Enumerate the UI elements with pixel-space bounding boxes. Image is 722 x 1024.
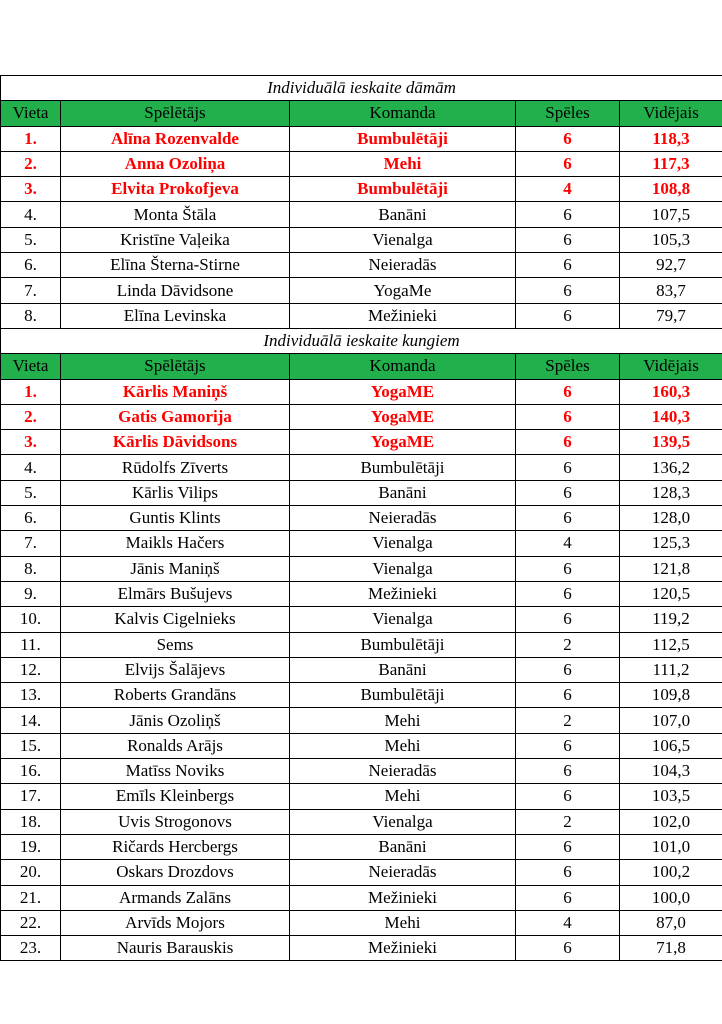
section-title: Individuālā ieskaite dāmām	[1, 76, 722, 101]
cell-place: 2.	[1, 151, 61, 176]
table-row	[1, 834, 722, 859]
cell-player: Kristīne Vaļeika	[61, 227, 290, 252]
cell-games: 6	[516, 784, 620, 809]
column-header-row	[1, 354, 722, 379]
cell-average: 128,3	[620, 480, 722, 505]
cell-average: 125,3	[620, 531, 722, 556]
cell-team: Mežinieki	[290, 885, 516, 910]
cell-games: 6	[516, 607, 620, 632]
cell-team: YogaMe	[290, 278, 516, 303]
cell-player: Elīna Šterna-Stirne	[61, 253, 290, 278]
cell-team: Mehi	[290, 784, 516, 809]
cell-player: Maikls Hačers	[61, 531, 290, 556]
table-row	[1, 177, 722, 202]
cell-place: 10.	[1, 607, 61, 632]
cell-player: Elvita Prokofjeva	[61, 177, 290, 202]
cell-average: 117,3	[620, 151, 722, 176]
cell-games: 6	[516, 379, 620, 404]
cell-team: YogaME	[290, 379, 516, 404]
cell-average: 92,7	[620, 253, 722, 278]
cell-player: Anna Ozoliņa	[61, 151, 290, 176]
results-table	[0, 75, 722, 961]
header-team: Komanda	[290, 354, 516, 379]
cell-games: 6	[516, 834, 620, 859]
cell-average: 105,3	[620, 227, 722, 252]
cell-games: 6	[516, 202, 620, 227]
cell-average: 128,0	[620, 506, 722, 531]
cell-place: 3.	[1, 430, 61, 455]
cell-games: 6	[516, 430, 620, 455]
cell-team: Banāni	[290, 202, 516, 227]
cell-place: 17.	[1, 784, 61, 809]
cell-average: 139,5	[620, 430, 722, 455]
table-row	[1, 581, 722, 606]
table-row	[1, 278, 722, 303]
cell-place: 22.	[1, 910, 61, 935]
cell-average: 121,8	[620, 556, 722, 581]
cell-average: 71,8	[620, 936, 722, 961]
table-row	[1, 480, 722, 505]
cell-team: Bumbulētāji	[290, 683, 516, 708]
cell-team: Mežinieki	[290, 581, 516, 606]
cell-team: Vienalga	[290, 556, 516, 581]
cell-team: Vienalga	[290, 531, 516, 556]
cell-player: Jānis Maniņš	[61, 556, 290, 581]
header-team: Komanda	[290, 101, 516, 126]
cell-place: 2.	[1, 404, 61, 429]
cell-team: Mežinieki	[290, 303, 516, 328]
cell-player: Ronalds Arājs	[61, 733, 290, 758]
cell-player: Roberts Grandāns	[61, 683, 290, 708]
cell-place: 15.	[1, 733, 61, 758]
cell-average: 102,0	[620, 809, 722, 834]
cell-player: Sems	[61, 632, 290, 657]
header-place: Vieta	[1, 101, 61, 126]
cell-place: 23.	[1, 936, 61, 961]
table-row	[1, 759, 722, 784]
cell-player: Gatis Gamorija	[61, 404, 290, 429]
cell-player: Armands Zalāns	[61, 885, 290, 910]
cell-games: 2	[516, 632, 620, 657]
cell-place: 11.	[1, 632, 61, 657]
table-row	[1, 303, 722, 328]
cell-team: Bumbulētāji	[290, 126, 516, 151]
cell-place: 5.	[1, 480, 61, 505]
cell-games: 2	[516, 809, 620, 834]
section-title-row	[1, 76, 722, 101]
cell-place: 21.	[1, 885, 61, 910]
cell-place: 5.	[1, 227, 61, 252]
table-row	[1, 809, 722, 834]
cell-player: Kārlis Dāvidsons	[61, 430, 290, 455]
cell-team: Vienalga	[290, 809, 516, 834]
cell-games: 6	[516, 126, 620, 151]
cell-games: 6	[516, 759, 620, 784]
table-row	[1, 151, 722, 176]
cell-team: Vienalga	[290, 607, 516, 632]
table-row	[1, 860, 722, 885]
cell-team: Mehi	[290, 733, 516, 758]
cell-average: 106,5	[620, 733, 722, 758]
cell-average: 104,3	[620, 759, 722, 784]
cell-player: Matīss Noviks	[61, 759, 290, 784]
cell-place: 13.	[1, 683, 61, 708]
table-row	[1, 506, 722, 531]
table-row	[1, 936, 722, 961]
cell-average: 119,2	[620, 607, 722, 632]
table-row	[1, 455, 722, 480]
cell-team: Vienalga	[290, 227, 516, 252]
table-row	[1, 708, 722, 733]
cell-place: 6.	[1, 506, 61, 531]
cell-average: 107,5	[620, 202, 722, 227]
cell-team: Banāni	[290, 657, 516, 682]
cell-place: 7.	[1, 278, 61, 303]
cell-player: Nauris Barauskis	[61, 936, 290, 961]
section-title-row	[1, 328, 722, 353]
cell-games: 6	[516, 657, 620, 682]
cell-games: 6	[516, 480, 620, 505]
cell-games: 6	[516, 455, 620, 480]
cell-games: 6	[516, 936, 620, 961]
cell-team: Mehi	[290, 708, 516, 733]
cell-average: 108,8	[620, 177, 722, 202]
cell-place: 8.	[1, 303, 61, 328]
cell-team: Neieradās	[290, 759, 516, 784]
table-row	[1, 556, 722, 581]
cell-average: 112,5	[620, 632, 722, 657]
cell-games: 2	[516, 708, 620, 733]
table-row	[1, 253, 722, 278]
cell-team: Neieradās	[290, 253, 516, 278]
cell-average: 87,0	[620, 910, 722, 935]
section-title: Individuālā ieskaite kungiem	[1, 328, 722, 353]
cell-player: Linda Dāvidsone	[61, 278, 290, 303]
cell-average: 100,2	[620, 860, 722, 885]
cell-games: 6	[516, 860, 620, 885]
cell-player: Emīls Kleinbergs	[61, 784, 290, 809]
cell-average: 103,5	[620, 784, 722, 809]
cell-games: 6	[516, 278, 620, 303]
table-row	[1, 404, 722, 429]
cell-games: 6	[516, 404, 620, 429]
cell-games: 6	[516, 885, 620, 910]
cell-games: 4	[516, 910, 620, 935]
cell-games: 6	[516, 556, 620, 581]
cell-average: 79,7	[620, 303, 722, 328]
cell-player: Elvijs Šalājevs	[61, 657, 290, 682]
table-row	[1, 733, 722, 758]
header-average: Vidējais	[620, 354, 722, 379]
cell-team: Banāni	[290, 480, 516, 505]
cell-player: Monta Štāla	[61, 202, 290, 227]
cell-place: 1.	[1, 379, 61, 404]
cell-average: 118,3	[620, 126, 722, 151]
cell-team: YogaME	[290, 404, 516, 429]
cell-games: 6	[516, 581, 620, 606]
header-player: Spēlētājs	[61, 354, 290, 379]
cell-games: 6	[516, 253, 620, 278]
cell-team: Bumbulētāji	[290, 632, 516, 657]
header-games: Spēles	[516, 354, 620, 379]
cell-average: 100,0	[620, 885, 722, 910]
cell-games: 4	[516, 531, 620, 556]
cell-place: 4.	[1, 202, 61, 227]
table-row	[1, 430, 722, 455]
table-row	[1, 531, 722, 556]
cell-place: 19.	[1, 834, 61, 859]
cell-average: 107,0	[620, 708, 722, 733]
header-games: Spēles	[516, 101, 620, 126]
cell-player: Oskars Drozdovs	[61, 860, 290, 885]
cell-games: 6	[516, 227, 620, 252]
cell-place: 3.	[1, 177, 61, 202]
cell-team: Neieradās	[290, 860, 516, 885]
header-place: Vieta	[1, 354, 61, 379]
cell-average: 83,7	[620, 278, 722, 303]
cell-player: Guntis Klints	[61, 506, 290, 531]
cell-games: 6	[516, 506, 620, 531]
cell-place: 16.	[1, 759, 61, 784]
cell-place: 4.	[1, 455, 61, 480]
cell-games: 4	[516, 177, 620, 202]
table-row	[1, 607, 722, 632]
cell-player: Alīna Rozenvalde	[61, 126, 290, 151]
cell-place: 12.	[1, 657, 61, 682]
cell-team: Mežinieki	[290, 936, 516, 961]
cell-average: 101,0	[620, 834, 722, 859]
cell-place: 20.	[1, 860, 61, 885]
table-row	[1, 202, 722, 227]
cell-average: 160,3	[620, 379, 722, 404]
table-row	[1, 885, 722, 910]
cell-games: 6	[516, 733, 620, 758]
table-row	[1, 657, 722, 682]
cell-player: Elīna Levinska	[61, 303, 290, 328]
cell-place: 7.	[1, 531, 61, 556]
cell-team: Bumbulētāji	[290, 177, 516, 202]
cell-player: Uvis Strogonovs	[61, 809, 290, 834]
cell-team: Mehi	[290, 910, 516, 935]
cell-player: Rūdolfs Zīverts	[61, 455, 290, 480]
cell-games: 6	[516, 683, 620, 708]
cell-player: Kalvis Cigelnieks	[61, 607, 290, 632]
column-header-row	[1, 101, 722, 126]
cell-player: Kārlis Vilips	[61, 480, 290, 505]
cell-place: 9.	[1, 581, 61, 606]
cell-place: 1.	[1, 126, 61, 151]
cell-player: Arvīds Mojors	[61, 910, 290, 935]
cell-average: 109,8	[620, 683, 722, 708]
table-row	[1, 683, 722, 708]
cell-team: Bumbulētāji	[290, 455, 516, 480]
table-row	[1, 632, 722, 657]
header-average: Vidējais	[620, 101, 722, 126]
cell-player: Elmārs Bušujevs	[61, 581, 290, 606]
cell-place: 14.	[1, 708, 61, 733]
cell-games: 6	[516, 303, 620, 328]
cell-team: Banāni	[290, 834, 516, 859]
cell-team: YogaME	[290, 430, 516, 455]
cell-player: Kārlis Maniņš	[61, 379, 290, 404]
table-row	[1, 784, 722, 809]
table-row	[1, 126, 722, 151]
table-row	[1, 379, 722, 404]
table-row	[1, 227, 722, 252]
cell-team: Mehi	[290, 151, 516, 176]
cell-player: Ričards Hercbergs	[61, 834, 290, 859]
table-row	[1, 910, 722, 935]
cell-place: 8.	[1, 556, 61, 581]
cell-games: 6	[516, 151, 620, 176]
cell-place: 18.	[1, 809, 61, 834]
cell-place: 6.	[1, 253, 61, 278]
cell-average: 111,2	[620, 657, 722, 682]
cell-average: 140,3	[620, 404, 722, 429]
header-player: Spēlētājs	[61, 101, 290, 126]
cell-average: 120,5	[620, 581, 722, 606]
results-body	[1, 76, 722, 961]
cell-average: 136,2	[620, 455, 722, 480]
cell-team: Neieradās	[290, 506, 516, 531]
cell-player: Jānis Ozoliņš	[61, 708, 290, 733]
